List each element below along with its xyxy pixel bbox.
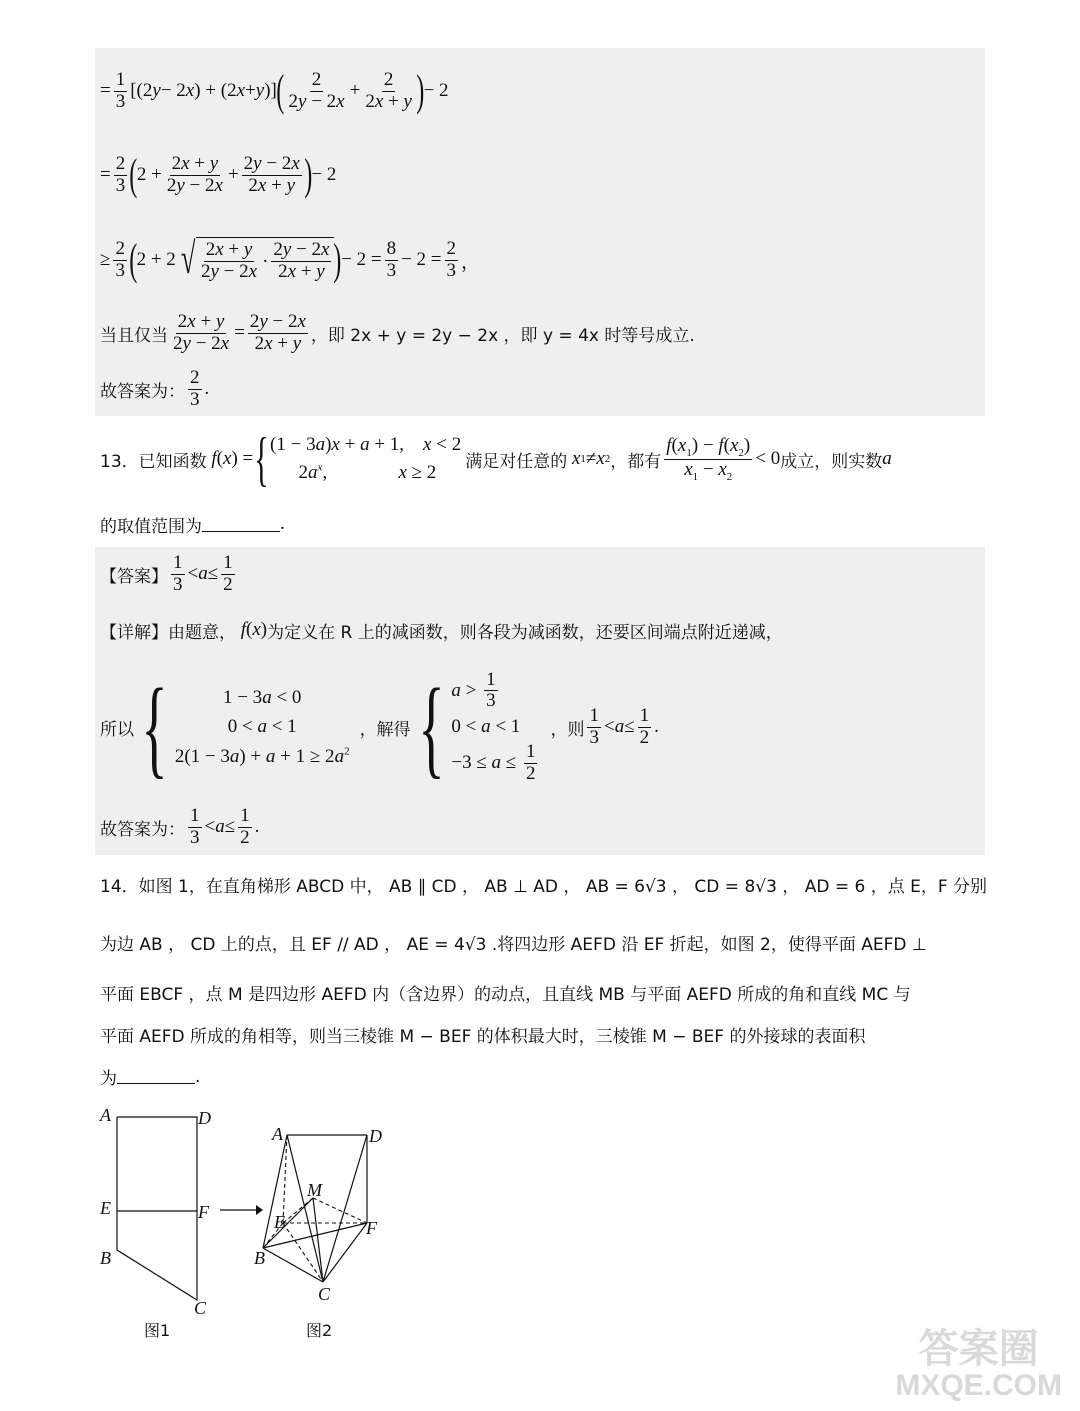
q14-line-3: 平面 EBCF ，点 M 是四边形 AEFD 内（含边界）的动点，且直线 MB 与平面 AEFD 所成的角和直线 MC 与 [100,985,911,1005]
equality-condition: 当且仅当 $\frac{2x + y}{2y - 2x}$ = $\frac{2y - 2x}{2x + y}$ ，即 2x + y = 2y − 2x ，即 y = 4x 时等号成立. [100,310,695,354]
answer-blank [202,517,280,532]
fig1-label-f: F [198,1202,209,1222]
fig1-label-a: A [100,1105,111,1125]
q14-line-5: 为 . [100,1066,201,1089]
solution-line-1: = $\frac{1}{3}$ [(2 y − 2 x ) + (2 x + y )] ( $\frac{2}{2y - 2x}$ + $\frac{2}{2x + y}$ ) − 2 [100,66,449,115]
fig2-label-c: C [318,1284,331,1304]
solution-line-2: = $\frac{2}{3}$ ( 2 + $\frac{2x + y}{2y - 2x}$ + $\frac{2y - 2x}{2x + y}$ ) − 2 [100,150,337,199]
fig1-caption: 图1 [144,1321,171,1340]
q14-line-1: 14．如图 1，在直角梯形 ABCD 中， AB ∥ CD ， AB ⊥ AD ， AB = 6√3 ， CD = 8√3 ， AD = 6 ，点 E，F 分别 [100,877,988,897]
geq-symbol: ≥ [100,249,111,270]
fig2-label-m: M [307,1180,322,1200]
fig2-label-d: D [369,1126,382,1146]
fig2-label-b: B [254,1248,265,1268]
q13-final-answer: 故答案为： $\frac{1}{3}$ < a ≤ $\frac{1}{2}$ . [100,804,260,848]
watermark-logo: 答案圈 MXQE.COM [895,1325,1062,1402]
fig1-label-e: E [100,1198,111,1218]
q13-system: 所以 { 1 − 3a < 0 0 < a < 1 $2(1 - 3a) + a + 1 \ge 2a^2$ ，解得 { a > $\frac{1}{3}$ 0 < a < 1 −3 ≤ a ≤ $\frac{1}{2}$ ，则 $\frac{1}{3}$ < a ≤ $\frac{1}{2}$ . [100,666,659,788]
fig2-label-e: E [274,1212,285,1232]
top-answer: 故答案为： $\frac{2}{3}$ . [100,366,210,410]
q13-detail: 【详解】 由题意， f ( x ) 为定义在 R 上的减函数，则各段为减函数，还要区间端点附近递减， [100,619,783,643]
fig2-label-f: F [366,1218,377,1238]
figure-2-folded-solid [255,1120,385,1300]
q14-line-4: 平面 AEFD 所成的角相等，则当三棱锥 M − BEF 的体积最大时，三棱锥 M − BEF 的外接球的表面积 [100,1027,866,1047]
q14-line-2: 为边 AB ， CD 上的点，且 EF // AD ， AE = 4√3 .将四边形 AEFD 沿 EF 折起，如图 2，使得平面 AEFD ⊥ [100,935,927,955]
solution-line-3: ≥ $\frac{2}{3}$ ( 2 + 2 √ $\frac{2x + y}{2y - 2x}$ · $\frac{2y - 2x}{2x + y}$ ) − 2 = $\frac{8}{3}$ − 2 = $\frac{2}{3}$ ， [100,234,481,284]
q13-statement-2: 的取值范围为 . [100,513,285,537]
fig1-label-b: B [100,1248,111,1268]
fig1-label-c: C [194,1298,207,1318]
fig2-caption: 图2 [306,1321,333,1340]
q13-statement: 13． 已知函数 f ( x ) = { (1 − 3a)x + a + 1, x < 2 $2a^x$, x ≥ 2 满足对任意的 x 1 ≠ x 2 ，都有 $\frac{f(x_1) - f(x_2)}{x_1 - x_2}$ < 0 成立，则实数 a [100,426,892,492]
q13-answer: 【答案】 $\frac{1}{3}$ < a ≤ $\frac{1}{2}$ [100,551,233,595]
fig1-label-d: D [198,1108,211,1128]
fig2-label-a: A [272,1124,283,1144]
answer-blank-q14 [117,1069,195,1084]
